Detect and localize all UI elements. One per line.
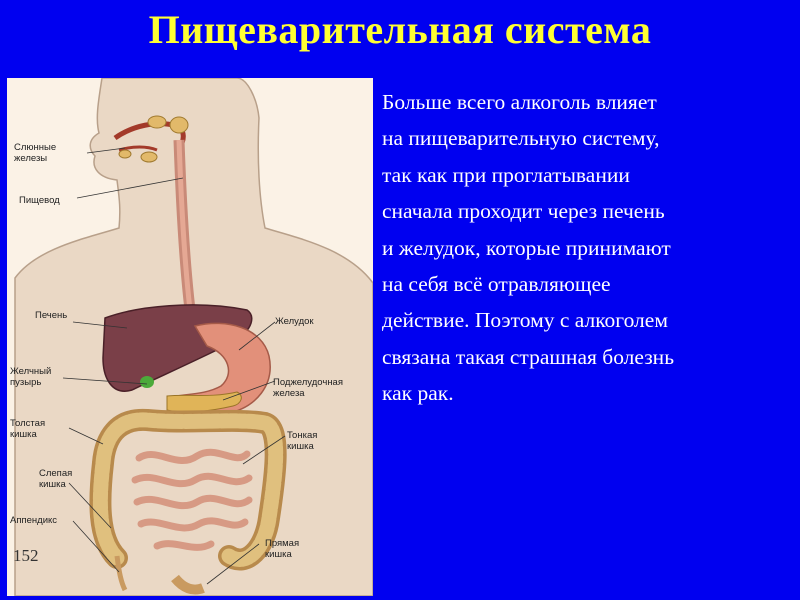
body-line: сначала проходит через печень [382,199,665,224]
body-line: как рак. [382,381,454,406]
label-rectum: Прямая кишка [265,538,300,560]
body-line: действие. Поэтому с алкоголем [382,308,668,333]
label-colon: Толстая кишка [10,418,46,440]
label-cecum: Слепая кишка [39,468,73,490]
digestive-system-illustration [7,78,373,596]
slide-title: Пищеварительная система [148,7,652,52]
label-gallbladder: Желчный пузырь [10,366,52,388]
label-esophagus: Пищевод [19,195,60,206]
body-line: Больше всего алкоголь влияет [382,90,657,114]
body-line: на себя всё отравляющее [382,271,611,296]
label-liver: Печень [35,310,68,321]
label-salivary-glands: Слюнные железы [14,142,57,164]
body-line: на пищеварительную систему, [382,126,660,151]
body-line: связана такая страшная болезнь [382,344,674,369]
slide-body-text [382,84,800,412]
anatomy-drawing [7,78,373,596]
body-line: и желудок, которые принимают [382,235,671,260]
page-number: 152 [13,546,39,565]
label-stomach: Желудок [275,316,314,327]
label-small-intestine: Тонкая кишка [287,430,318,452]
label-appendix: Аппендикс [10,515,58,526]
body-line: так как при проглатывании [382,162,630,187]
label-pancreas: Поджелудочная железа [273,377,343,399]
